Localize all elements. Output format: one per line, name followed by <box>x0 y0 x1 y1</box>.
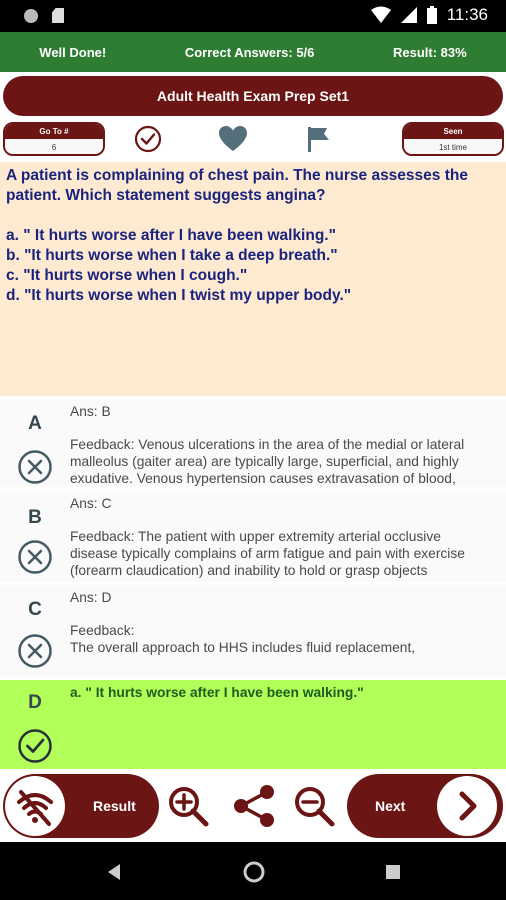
goto-value: 6 <box>5 139 103 156</box>
signal-icon <box>401 6 417 24</box>
correct-check-icon <box>17 728 53 764</box>
wrong-x-icon <box>17 633 53 669</box>
answer-label: Ans: D <box>70 590 112 605</box>
option-d-card[interactable] <box>0 680 506 769</box>
choice-a: a. " It hurts worse after I have been walking." <box>6 227 336 244</box>
result-button[interactable] <box>3 774 159 838</box>
option-a-card[interactable] <box>0 399 506 487</box>
feedback-text: Feedback: The patient with upper extremity arterial occlusive disease typically complains of arm fatigue and pain with exercise (forearm claudication) and inability to hold or grasp objects <box>70 529 465 578</box>
home-icon[interactable] <box>242 860 266 884</box>
battery-icon <box>427 6 437 24</box>
flag-icon[interactable] <box>302 124 334 154</box>
result-label: Result <box>93 798 136 814</box>
summary-message: Well Done! <box>39 44 107 60</box>
chevron-right-icon <box>437 776 497 836</box>
seen-value: 1st time <box>404 139 502 156</box>
feedback-text-continued: The overall approach to HHS includes fluid replacement, <box>70 640 416 655</box>
feedback-text: Feedback: Venous ulcerations in the area of the medial or lateral malleolus (gaiter area) are typically large, superficial, and highly exudative. Venous hypertension causes extravasation of blood, <box>70 437 465 486</box>
option-b-card[interactable] <box>0 491 506 582</box>
exam-title-bar <box>3 76 503 116</box>
result-percentage: Result: 83% <box>393 44 467 60</box>
choice-c: c. "It hurts worse when I cough." <box>6 267 248 284</box>
status-bar <box>0 0 506 32</box>
answer-label: a. " It hurts worse after I have been walking." <box>70 685 364 700</box>
next-label: Next <box>375 798 406 814</box>
goto-question-button[interactable] <box>3 122 105 156</box>
wifi-icon <box>371 6 391 24</box>
choice-b: b. "It hurts worse when I take a deep breath." <box>6 247 338 264</box>
question-toolbar <box>0 119 506 159</box>
back-icon[interactable] <box>104 862 124 882</box>
correct-answers-count: Correct Answers: 5/6 <box>184 44 315 60</box>
share-icon[interactable] <box>230 782 278 830</box>
option-letter: C <box>28 599 42 620</box>
clock: 11:36 <box>446 5 488 24</box>
notification-dot-icon <box>24 9 38 23</box>
answer-label: Ans: C <box>70 496 112 511</box>
feedback-text: Feedback: <box>70 623 135 638</box>
zoom-out-icon[interactable] <box>292 784 336 828</box>
sd-card-icon <box>52 8 64 23</box>
heart-icon[interactable] <box>217 124 249 154</box>
answer-label: Ans: B <box>70 404 111 419</box>
seen-indicator <box>402 122 504 156</box>
goto-label: Go To # <box>5 124 103 139</box>
choice-d: d. "It hurts worse when I twist my upper body." <box>6 287 352 304</box>
option-letter: B <box>28 507 42 528</box>
wrong-x-icon <box>17 449 53 485</box>
seen-label: Seen <box>404 124 502 139</box>
question-panel <box>0 162 506 396</box>
recents-icon[interactable] <box>384 863 402 881</box>
bottom-action-bar <box>0 772 506 840</box>
no-wifi-icon <box>5 776 65 836</box>
option-letter: D <box>28 692 42 713</box>
system-navigation-bar <box>0 842 506 900</box>
result-summary-bar <box>0 32 506 72</box>
question-text: A patient is complaining of chest pain. The nurse assesses the patient. Which statement suggests angina? <box>6 167 468 204</box>
wrong-x-icon <box>17 539 53 575</box>
option-letter: A <box>28 413 42 434</box>
next-button[interactable] <box>347 774 503 838</box>
option-c-card[interactable] <box>0 585 506 676</box>
check-circle-icon[interactable] <box>132 124 164 154</box>
exam-title: Adult Health Exam Prep Set1 <box>156 88 350 104</box>
zoom-in-icon[interactable] <box>166 784 210 828</box>
